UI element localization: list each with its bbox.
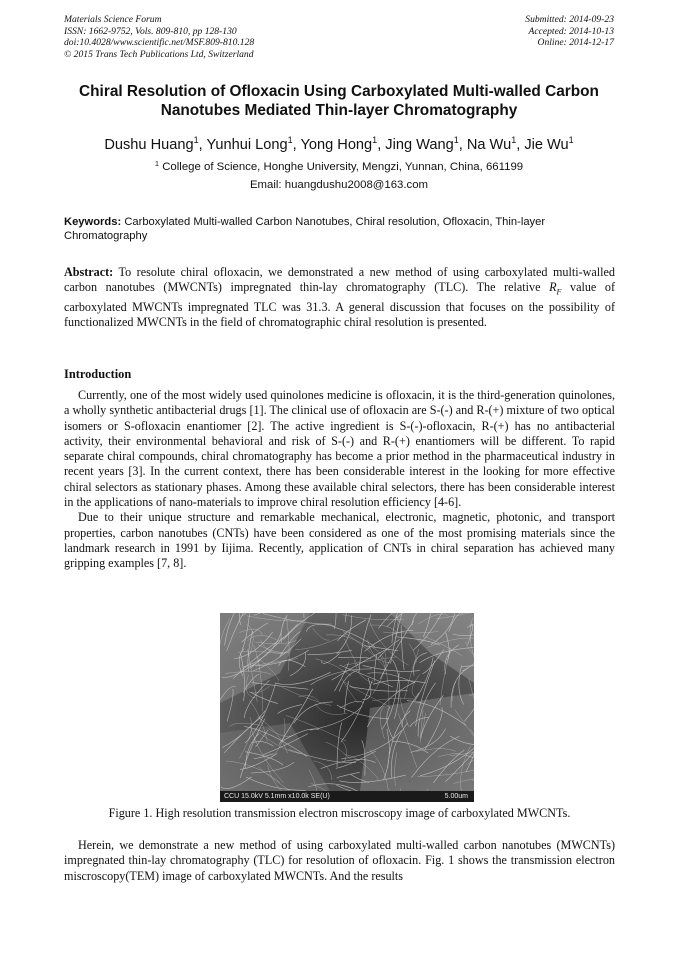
publication-dates [525, 14, 614, 49]
section-heading-introduction: Introduction [64, 367, 132, 381]
keywords-text: Carboxylated Multi-walled Carbon Nanotubes, Chiral resolution, Ofloxacin, Thin-layer Chromatography [64, 216, 546, 242]
tem-figure-image [220, 613, 474, 802]
author-affil-marker: 1 [568, 135, 574, 145]
rf-symbol [549, 280, 562, 297]
author-affil-marker: 1 [453, 135, 459, 145]
keywords-label: Keywords: [64, 216, 122, 228]
abstract-label: Abstract: [64, 265, 114, 279]
rf-subscript: F [556, 287, 562, 297]
accepted-date: Accepted: 2014-10-13 [528, 25, 614, 37]
author-name: Na Wu [466, 137, 512, 153]
paragraph: Herein, we demonstrate a new method of using carboxylated multi-walled carbon nanotubes (MWCNTs) impregnated thin-lay chromatography (TLC) for resolution of ofloxacin. Fig. 1 shows the transmission electron miscroscopy(TEM) image of carboxylated MWCNTs. And the results [64, 838, 615, 883]
author-name: Yong Hong [300, 137, 373, 153]
affiliation-marker: 1 [154, 159, 160, 168]
journal-name: Materials Science Forum [64, 14, 162, 25]
paper-title: Chiral Resolution of Ofloxacin Using Carboxylated Multi-walled Carbon Nanotubes Mediated Thin-layer Chromatography [79, 83, 599, 119]
rf-main: R [549, 280, 557, 295]
author-separator: , [516, 137, 525, 153]
abstract [64, 265, 615, 331]
abstract-text-2: value of carboxylated MWCNTs impregnated TLC was 31.3. A general discussion that focuses on the possibility of functionalized MWCNTs in the field of chromatographic chiral resolution is presented. [64, 280, 615, 330]
author-affil-marker: 1 [193, 135, 199, 145]
author-separator: , [292, 137, 301, 153]
journal-issn: ISSN: 1662-9752, Vols. 809-810, pp 128-130 [64, 25, 237, 37]
journal-info [64, 14, 254, 60]
author-name: Dushu Huang [104, 137, 194, 153]
keywords [64, 216, 615, 243]
abstract-text-1: To resolute chiral ofloxacin, we demonstrated a new method of using carboxylated multi-walled carbon nanotubes (MWCNTs) impregnated thin-lay chromatography (TLC). The relative [64, 265, 615, 295]
author-email: Email: huangdushu2008@163.com [249, 179, 429, 191]
journal-copyright: © 2015 Trans Tech Publications Ltd, Switzerland [64, 48, 254, 60]
tem-micrograph [220, 613, 474, 791]
journal-doi: doi:10.4028/www.scientific.net/MSF.809-810.128 [64, 37, 255, 49]
sem-parameters: CCU 15.0kV 5.1mm x10.0k SE(U) [224, 793, 330, 800]
author-name: Yunhui Long [206, 137, 288, 153]
introduction-body [64, 388, 615, 572]
author-affil-marker: 1 [287, 135, 293, 145]
author-name: Jing Wang [385, 137, 454, 153]
submitted-date: Submitted: 2014-09-23 [525, 14, 614, 25]
author-affil-marker: 1 [372, 135, 378, 145]
sem-info-bar [220, 791, 474, 802]
body-text [64, 838, 615, 884]
affiliation [40, 157, 638, 174]
author-separator: , [377, 137, 386, 153]
scale-bar-label: 5.00um [444, 793, 468, 800]
author-name: Jie Wu [524, 137, 569, 153]
affiliation-text: College of Science, Honghe University, Mengzi, Yunnan, China, 661199 [162, 161, 524, 173]
author-separator: , [198, 137, 207, 153]
paragraph: Currently, one of the most widely used quinolones medicine is ofloxacin, it is the third-generation quinolones, a wholly synthetic antibacterial drugs [1]. The clinical use of ofloxacin are S-(-) and R-(+) mixture of two optical isomers or S-ofloxacin enantiomer [2]. The active ingredient is S-(-)-ofloxacin, R-(+) has no antibacterial activity, their environmental behavioral and risk of S-(-) and R-(+) enantiomers will be different. To rapid separate chiral compounds, chiral chromatography has become a prior method in the pharmaceutical industry in recent years [3]. In the current context, there has been considerable interest in the looking for more effective chiral selectors as stationary phases. Among these available chiral selectors, there has been considerable interest in the applications of nano-materials to improve chiral resolution efficiency [4-6]. [64, 388, 615, 510]
paragraph: Due to their unique structure and remarkable mechanical, electronic, magnetic, photonic, and transport properties, carbon nanotubes (CNTs) have been considered as one of the most promising materials since the landmark research in 1991 by Iijima. Recently, application of CNTs in chiral separation has achieved many gripping examples [7, 8]. [64, 510, 615, 571]
author-affil-marker: 1 [511, 135, 517, 145]
figure-caption: Figure 1. High resolution transmission electron miscroscopy image of carboxylated MWCNTs. [108, 806, 571, 820]
author-list [40, 131, 638, 154]
author-separator: , [458, 137, 467, 153]
online-date: Online: 2014-12-17 [537, 37, 614, 49]
